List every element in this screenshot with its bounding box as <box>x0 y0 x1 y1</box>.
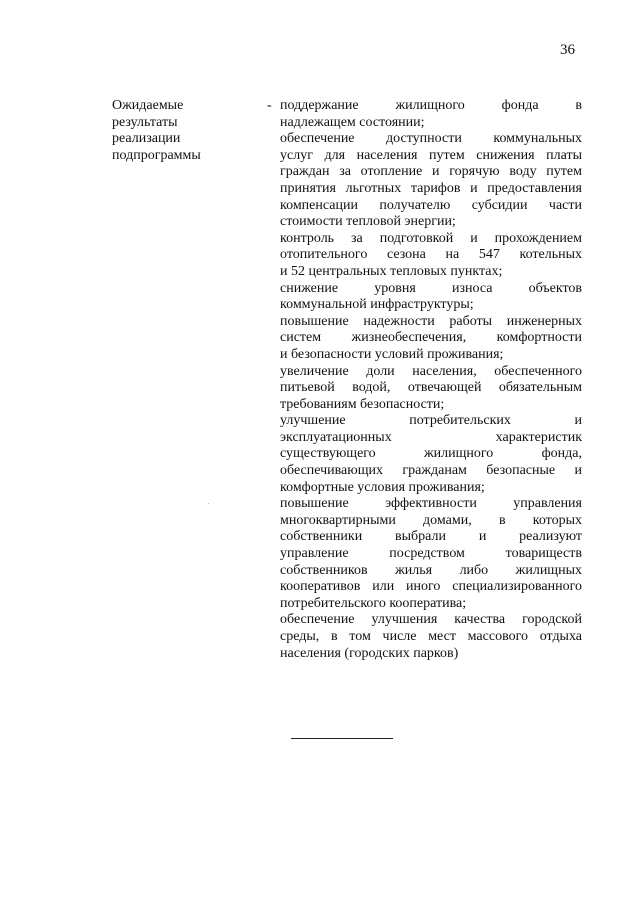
text-line: граждан за отопление и горячую воду путем <box>280 164 582 180</box>
text-line: потребительского кооператива; <box>280 595 467 611</box>
text-line: требованиям безопасности; <box>280 396 445 412</box>
page-number: 36 <box>560 42 575 58</box>
text-line: питьевой водой, отвечающей обязательным <box>280 380 582 396</box>
expected-results-text <box>280 98 582 662</box>
section-label-line: подпрограммы <box>112 147 201 163</box>
text-line: и безопасности условий проживания; <box>280 346 504 362</box>
list-bullet: - <box>267 98 272 113</box>
scan-speck <box>208 503 209 504</box>
text-line: компенсации получателю субсидии части <box>280 197 582 213</box>
text-line: стоимости тепловой энергии; <box>280 214 456 230</box>
section-label-line: реализации <box>112 131 181 147</box>
text-line: существующего жилищного фонда, <box>280 446 582 462</box>
text-line: принятия льготных тарифов и предоставления <box>280 180 582 196</box>
text-line: среды, в том числе мест массового отдыха <box>280 629 582 644</box>
text-line: поддержание жилищного фонда в <box>280 98 582 113</box>
text-line: обеспечивающих гражданам безопасные и <box>280 463 582 479</box>
text-line: услуг для населения путем снижения платы <box>280 147 582 163</box>
section-label-line: Ожидаемые <box>112 98 184 113</box>
section-label <box>112 98 252 164</box>
text-line: надлежащем состоянии; <box>280 114 425 130</box>
text-line: обеспечение доступности коммунальных <box>280 131 582 147</box>
text-line: отопительного сезона на 547 котельных <box>280 247 582 263</box>
text-line: кооперативов или иного специализированного <box>280 579 582 595</box>
text-line: комфортные условия проживания; <box>280 479 485 495</box>
text-line: контроль за подготовкой и прохождением <box>280 230 582 246</box>
text-line: коммунальной инфраструктуры; <box>280 297 474 313</box>
text-line: повышение эффективности управления <box>280 496 582 512</box>
text-line: улучшение потребительских и <box>280 413 582 429</box>
text-line: повышение надежности работы инженерных <box>280 313 582 329</box>
text-line: обеспечение улучшения качества городской <box>280 612 582 628</box>
text-line: и 52 центральных тепловых пунктах; <box>280 263 503 279</box>
section-label-line: результаты <box>112 114 178 130</box>
text-line: населения (городских парков) <box>280 645 459 661</box>
text-line: собственников жилья либо жилищных <box>280 562 582 578</box>
text-line: систем жизнеобеспечения, комфортности <box>280 330 582 346</box>
text-line: увеличение доли населения, обеспеченного <box>280 363 582 379</box>
text-line: эксплуатационных характеристик <box>280 429 582 445</box>
end-of-section-rule <box>291 738 393 739</box>
text-line: собственники выбрали и реализуют <box>280 529 582 545</box>
text-line: снижение уровня износа объектов <box>280 280 582 296</box>
text-line: управление посредством товариществ <box>280 546 582 562</box>
text-line: многоквартирными домами, в которых <box>280 512 582 528</box>
